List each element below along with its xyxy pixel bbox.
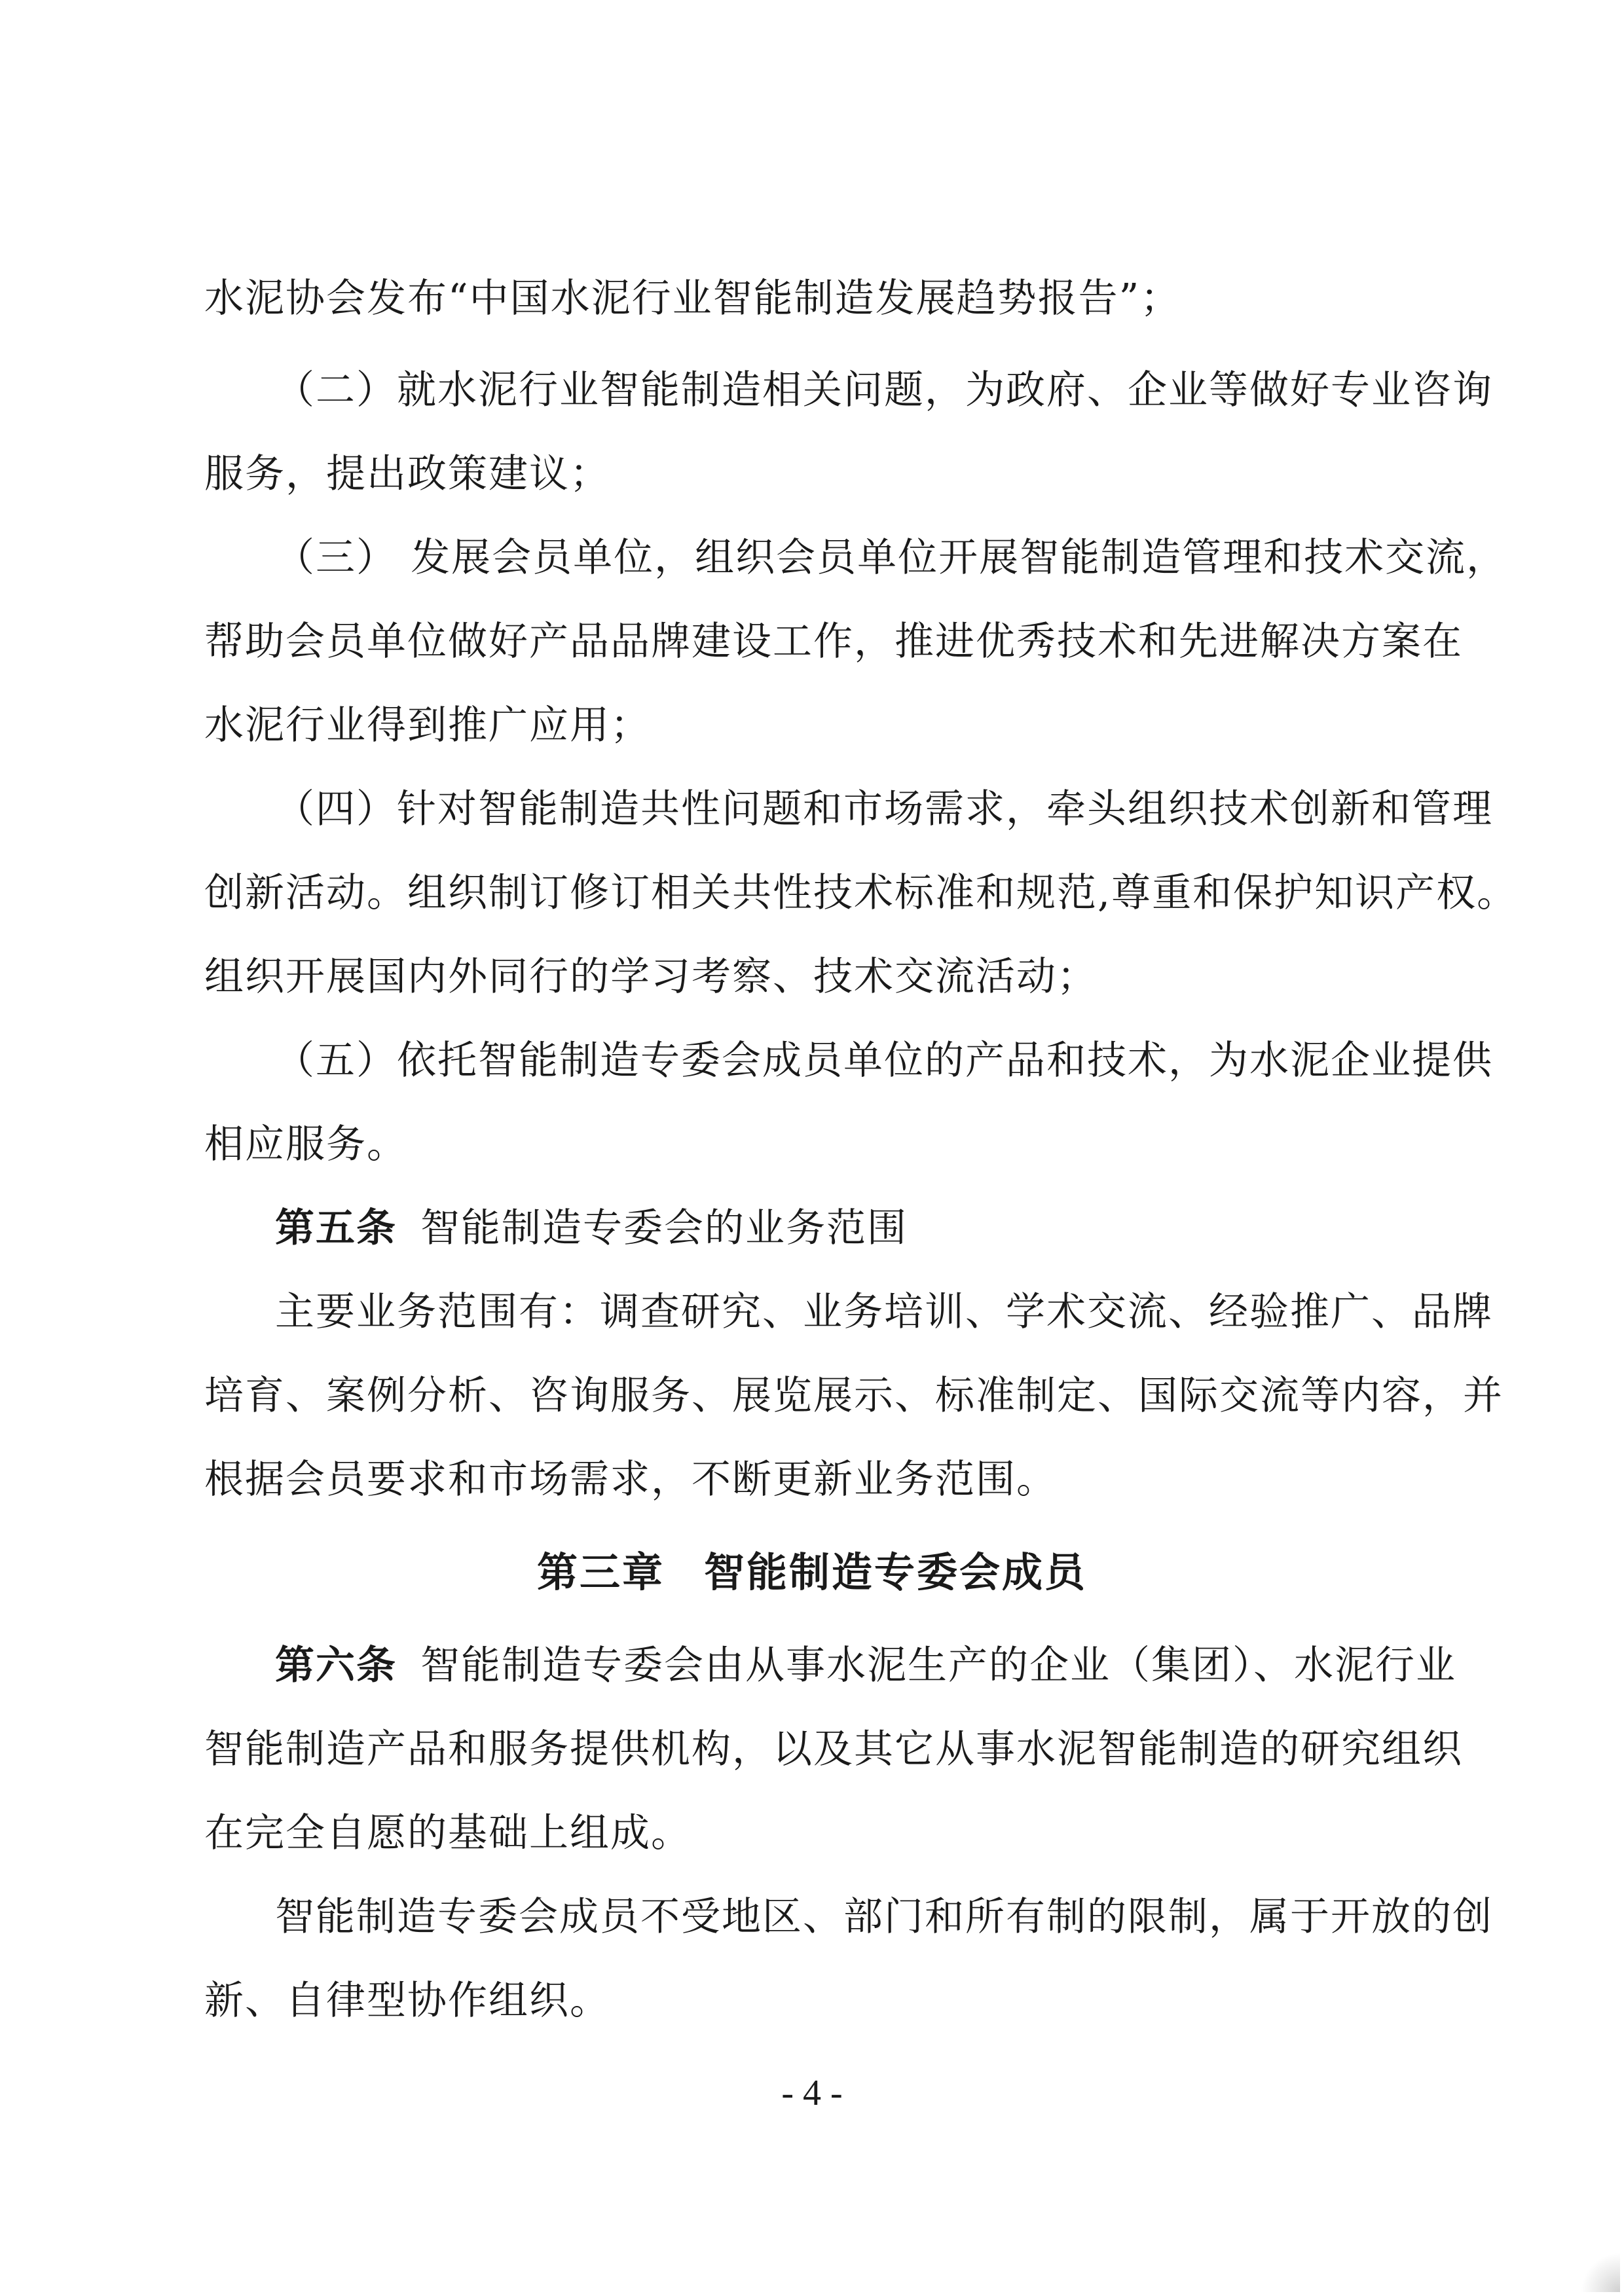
paragraph-line: 新、自律型协作组织。 (204, 1978, 610, 2024)
chapter-heading (0, 1546, 1624, 1599)
article-title: 智能制造专委会的业务范围 (420, 1205, 908, 1251)
paragraph-line: 服务，提出政策建议； (204, 451, 610, 497)
paragraph-line: 组织开展国内外同行的学习考察、技术交流活动； (204, 954, 1098, 1000)
paragraph-line: 智能制造专委会成员不受地区、部门和所有制的限制，属于开放的创 (275, 1894, 1493, 1940)
page-number: - 4 - (781, 2073, 843, 2113)
paragraph-line: 主要业务范围有：调查研究、业务培训、学术交流、经验推广、品牌 (275, 1289, 1493, 1335)
paragraph-line: （五）依托智能制造专委会成员单位的产品和技术，为水泥企业提供 (275, 1038, 1493, 1084)
paragraph-line: 水泥协会发布“中国水泥行业智能制造发展趋势报告”； (204, 276, 1181, 321)
paragraph-line: 智能制造产品和服务提供机构，以及其它从事水泥智能制造的研究组织 (204, 1726, 1463, 1772)
article-label: 第五条 (275, 1205, 397, 1251)
paragraph-line: （四）针对智能制造共性问题和市场需求，牵头组织技术创新和管理 (275, 786, 1493, 832)
paragraph-line: （三） 发展会员单位，组织会员单位开展智能制造管理和技术交流， (275, 535, 1507, 581)
article-paragraph (275, 1639, 1456, 1692)
paragraph-line: 相应服务。 (204, 1121, 407, 1167)
paragraph-line: 培育、案例分析、咨询服务、展览展示、标准制定、国际交流等内容，并 (204, 1373, 1504, 1419)
paragraph-line: 在完全自愿的基础上组成。 (204, 1810, 692, 1856)
article-label: 第六条 (275, 1643, 397, 1688)
article-text: 智能制造专委会由从事水泥生产的企业（集团）、水泥行业 (420, 1643, 1456, 1688)
chapter-label: 第三章 (536, 1548, 665, 1596)
scan-artifact (1581, 2253, 1620, 2292)
chapter-title: 智能制造专委会成员 (704, 1548, 1088, 1596)
paragraph-line: 水泥行业得到推广应用； (204, 702, 651, 748)
paragraph-line: 创新活动。组织制订修订相关共性技术标准和规范,尊重和保护知识产权。 (204, 870, 1518, 916)
paragraph-line: 根据会员要求和市场需求，不断更新业务范围。 (204, 1457, 1057, 1503)
paragraph-line: 帮助会员单位做好产品品牌建设工作，推进优秀技术和先进解决方案在 (204, 619, 1463, 665)
paragraph-line: （二）就水泥行业智能制造相关问题，为政府、企业等做好专业咨询 (275, 367, 1493, 413)
article-heading (275, 1202, 1403, 1254)
